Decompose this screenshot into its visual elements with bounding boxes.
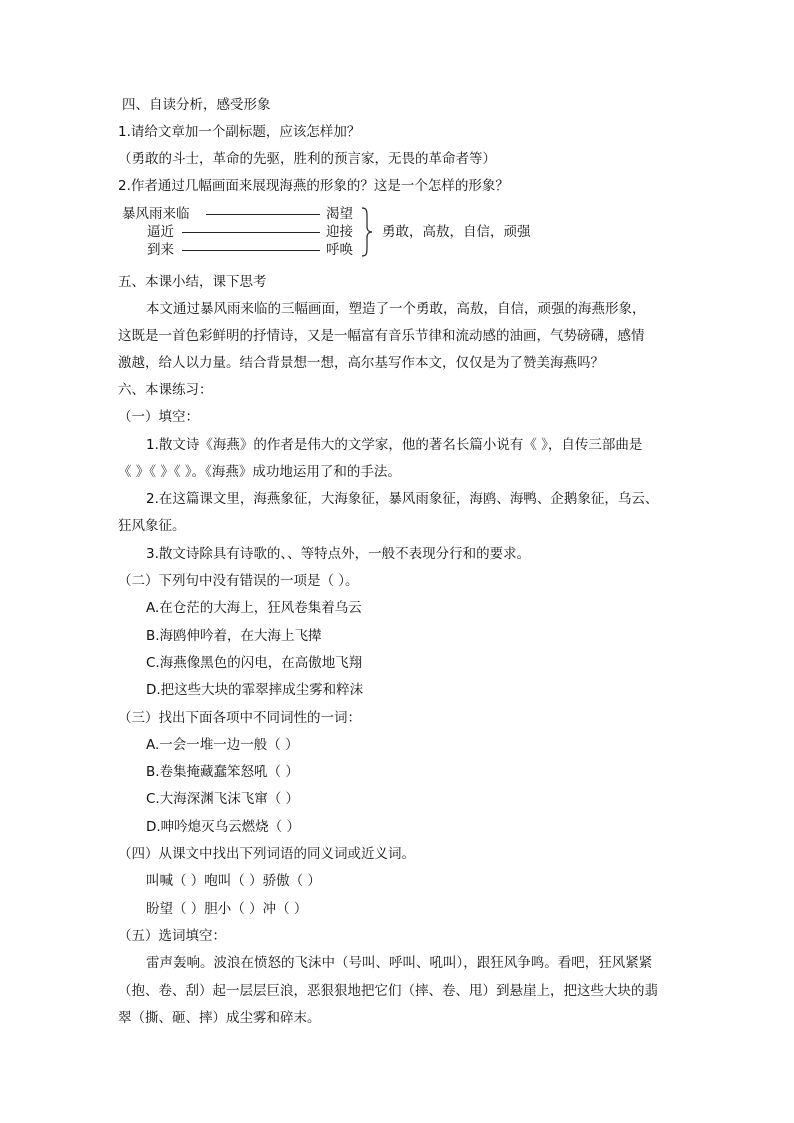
summary-line-2: 这既是一首色彩鲜明的抒情诗，又是一幅富有音乐节律和流动感的油画，气势磅礴，感情: [118, 328, 645, 344]
fill-blank-line-3: 2.在这篇课文里，海燕象征，大海象征，暴风雨象征，海鸥、海鸭、企鹅象征，乌云、: [146, 491, 659, 507]
diagram-left-2: 逼近: [147, 224, 174, 240]
diagram-right-2: 迎接: [326, 224, 353, 240]
part-two-heading: （二）下列句中没有错误的一项是（ ）。: [118, 573, 359, 589]
section-four-heading: 四、自读分析，感受形象: [122, 97, 271, 113]
diagram-right-1: 渴望: [326, 206, 353, 222]
word-choice-line-3: 翠（撕、砸、摔）成尘雾和碎末。: [118, 1010, 321, 1026]
diagram-left-3: 到来: [147, 242, 174, 258]
summary-line-1: 本文通过暴风雨来临的三幅画面，塑造了一个勇敢，高敖，自信，顽强的海燕形象，: [146, 301, 646, 317]
word-option-d: D.呻吟熄灭乌云燃烧（ ）: [146, 819, 300, 835]
part-three-heading: （三）找出下面各项中不同词性的一词：: [118, 710, 361, 726]
part-four-heading: （四）从课文中找出下列词语的同义词或近义词。: [118, 846, 415, 862]
summary-line-3: 激越，给人以力量。结合背景想一想，高尔基写作本文，仅仅是为了赞美海燕吗？: [118, 355, 604, 371]
question-1: 1.请给文章加一个副标题，应该怎样加？: [118, 124, 361, 140]
fill-blank-line-1: 1.散文诗《海燕》的作者是伟大的文学家，他的著名长篇小说有《 》，自传三部曲是: [146, 437, 643, 453]
choice-option-b: B.海鸥伸吟着，在大海上飞撵: [146, 628, 322, 644]
diagram-connector-line: [206, 214, 320, 215]
diagram-right-3: 呼唤: [326, 242, 353, 258]
synonym-row-2: 盼望（ ）胆小（ ）冲（ ）: [146, 901, 308, 917]
word-option-b: B.卷集掩藏蠢笨怒吼（ ）: [146, 764, 299, 780]
section-five-heading: 五、本课小结，课下思考: [118, 274, 267, 290]
diagram-connector-line: [182, 250, 320, 251]
word-choice-line-2: （抱、卷、刮）起一层层巨浪，恶狠狠地把它们（摔、卷、甩）到悬崖上，把这些大块的翡: [118, 983, 658, 999]
diagram-connector-line: [182, 232, 320, 233]
part-one-heading: （一）填空：: [118, 409, 199, 425]
question-1-answer: （勇敢的斗士，革命的先驱，胜利的预言家，无畏的革命者等）: [118, 151, 496, 167]
section-six-heading: 六、本课练习：: [118, 382, 213, 398]
diagram-result: 勇敢，高敖，自信，顽强: [382, 224, 531, 240]
eagle-image-diagram: [122, 205, 562, 259]
question-2: 2.作者通过几幅画面来展现海燕的形象的？这是一个怎样的形象？: [118, 178, 509, 194]
word-option-a: A.一会一堆一边一般（ ）: [146, 737, 299, 753]
right-brace-icon: [360, 207, 374, 257]
part-five-heading: （五）选词填空：: [118, 928, 226, 944]
choice-option-c: C.海燕像黑色的闪电，在高傲地飞翔: [146, 655, 363, 671]
word-choice-line-1: 雷声轰响。波浪在愤怒的飞沫中（号叫、呼叫、吼叫），跟狂风争鸣。看吧，狂风紧紧: [146, 955, 653, 971]
synonym-row-1: 叫喊（ ）咆叫（ ）骄傲（ ）: [146, 873, 321, 889]
choice-option-d: D.把这些大块的霏翠摔成尘雾和粹沫: [146, 682, 364, 698]
word-option-c: C.大海深渊飞沫飞窜（ ）: [146, 791, 300, 807]
diagram-left-1: 暴风雨来临: [122, 206, 190, 222]
choice-option-a: A.在仓茫的大海上，狂风卷集着乌云: [146, 600, 362, 616]
fill-blank-line-5: 3.散文诗除具有诗歌的、、等特点外，一般不表现分行和的要求。: [146, 546, 531, 562]
fill-blank-line-4: 狂风象征。: [118, 518, 186, 534]
fill-blank-line-2: 《 》《 》《 》。《海燕》成功地运用了和的手法。: [118, 464, 401, 480]
